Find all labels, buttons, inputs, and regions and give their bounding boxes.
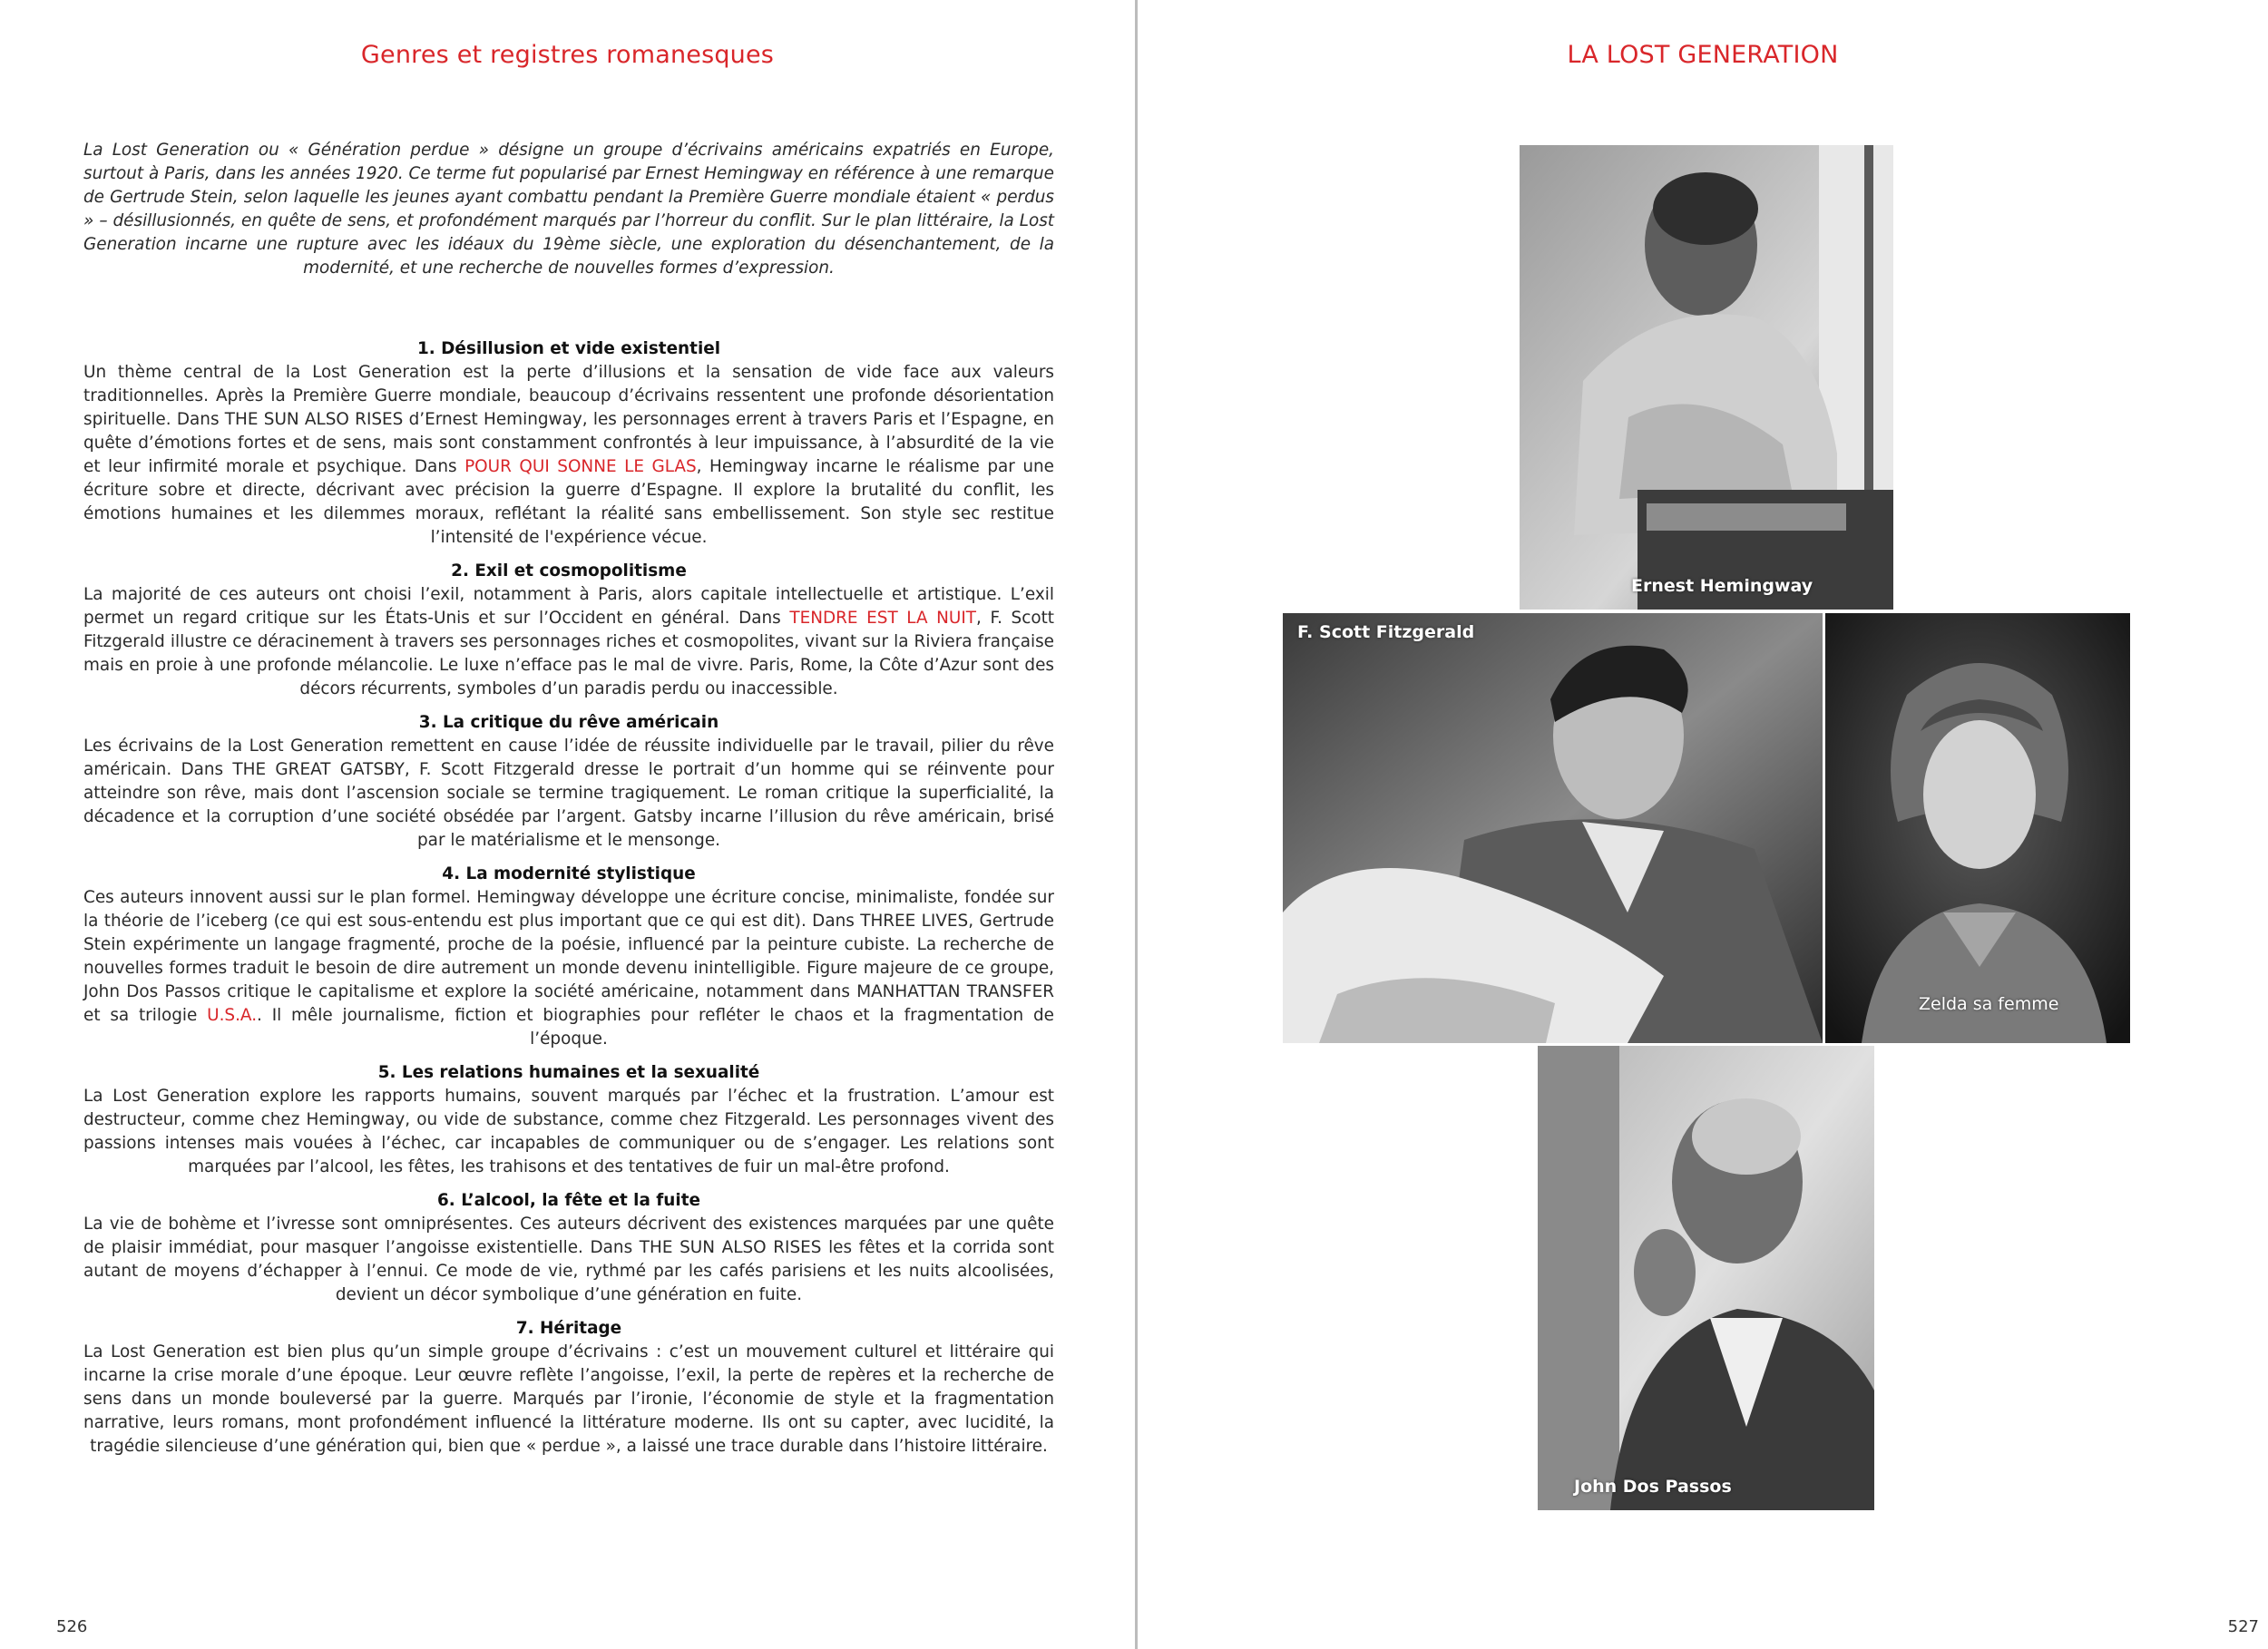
photo-zelda-fitzgerald — [1825, 613, 2130, 1043]
caption-dos-passos: John Dos Passos — [1574, 1477, 1732, 1497]
page-number-right: 527 — [2227, 1617, 2259, 1636]
section-4 — [83, 863, 1054, 1051]
book-title-highlight: U.S.A. — [207, 1006, 258, 1025]
running-head-left: Genres et registres romanesques — [360, 41, 775, 69]
intro-paragraph: La Lost Generation ou « Génération perdue » désigne un groupe d’écrivains américains expatriés en Europe, surtout à Paris, dans les années 1920. Ce terme fut popularisé par Ernest Hemingway en référence à une remarque de Gertrude Stein, selon laquelle les jeunes ayant combattu pendant la Première Guerre mondiale étaient « perdus » – désillusionnés, en quête de sens, et profondément marqués par l’horreur du conflit. Sur le plan littéraire, la Lost Generation incarne une rupture avec les idéaux du 19ème siècle, une exploration du désenchantement, de la modernité, et une recherche de nouvelles formes d’expression. — [83, 141, 1054, 278]
section-body: La Lost Generation est bien plus qu’un simple groupe d’écrivains : c’est un mouvement culturel et littéraire qui incarne la crise morale d’une époque. Leur œuvre reflète l’angoisse, l’exil, la perte de repères et la recherche de sens dans un monde bouleversé par la guerre. Marqués par l’ironie, l’économie de style et la fragmentation narrative, leurs romans, mont profondément influencé la littérature moderne. Ils ont su capter, avec lucidité, la tragédie silencieuse d’une génération qui, bien que « perdue », a laissé une trace durable dans l’histoire littéraire. — [83, 1342, 1054, 1456]
right-page — [1138, 0, 2268, 1649]
section-title: 1. Désillusion et vide existentiel — [416, 339, 721, 358]
photo-ernest-hemingway — [1520, 145, 1893, 610]
section-5 — [83, 1061, 1054, 1179]
section-body: Ces auteurs innovent aussi sur le plan formel. Hemingway développe une écriture concise, minimaliste, fondée sur la théorie de l’iceberg (ce qui est sous-entendu est plus important que ce qui est dit). Dans THREE LIVES, Gertrude Stein expérimente un langage fragmenté, proche de la poésie, influencé par la peinture cubiste. La recherche de nouvelles formes traduit le besoin de dire autrement un monde devenu inintelligible. Figure majeure de ce groupe, John Dos Passos critique le capitalisme et explore la société américaine, notamment dans MANHATTAN TRANSFER et sa trilogie U.S.A.. Il mêle journalisme, fiction et biographies pour refléter le chaos et la fragmentation de l’époque. — [83, 888, 1054, 1049]
section-7 — [83, 1317, 1054, 1459]
running-head-right: LA LOST GENERATION — [1567, 41, 1839, 69]
caption-zelda: Zelda sa femme — [1919, 994, 2059, 1014]
section-title: 5. Les relations humaines et la sexualité — [377, 1063, 760, 1082]
section-3 — [83, 711, 1054, 853]
book-title-highlight: TENDRE EST LA NUIT — [789, 609, 977, 628]
book-title-highlight: POUR QUI SONNE LE GLAS — [464, 457, 697, 476]
section-body: Les écrivains de la Lost Generation remettent en cause l’idée de réussite individuelle par le travail, pilier du rêve américain. Dans THE GREAT GATSBY, F. Scott Fitzgerald dresse le portrait d’un homme qui se réinvente pour atteindre son rêve, mais dont l’ascension sociale se termine tragiquement. Le roman critique la superficialité, la décadence et la corruption d’une société obsédée par l’argent. Gatsby incarne l’illusion du rêve américain, brisé par le matérialisme et le mensonge. — [83, 737, 1054, 850]
page-number-left: 526 — [56, 1617, 88, 1636]
photo-f-scott-fitzgerald — [1283, 613, 1823, 1043]
section-title: 2. Exil et cosmopolitisme — [451, 561, 687, 581]
photo-john-dos-passos — [1538, 1046, 1874, 1510]
section-body: La majorité de ces auteurs ont choisi l’exil, notamment à Paris, alors capitale intellectuelle et artistique. L’exil permet un regard critique sur les États-Unis et sur l’Occident en général. Dans TENDRE EST LA NUIT, F. Scott Fitzgerald illustre ce déracinement à travers ses personnages riches et cosmopolites, vivant sur la Riviera française mais en proie à une profonde mélancolie. Le luxe n’efface pas le mal de vivre. Paris, Rome, la Côte d’Azur sont des décors récurrents, symboles d’un paradis perdu ou inaccessible. — [83, 585, 1054, 698]
section-2 — [83, 560, 1054, 701]
section-body: Un thème central de la Lost Generation est la perte d’illusions et la sensation de vide face aux valeurs traditionnelles. Après la Première Guerre mondiale, beaucoup d’écrivains ressentent une profonde désorientation spirituelle. Dans THE SUN ALSO RISES d’Ernest Hemingway, les personnages errent à travers Paris et l’Espagne, en quête d’émotions fortes et de sens, mais sont constamment confrontés à leur impuissance, à l’absurdité de la vie et leur infirmité morale et psychique. Dans POUR QUI SONNE LE GLAS, Hemingway incarne le réalisme par une écriture sobre et directe, décrivant avec précision la guerre d’Espagne. Il explore la brutalité du conflit, les émotions humaines et les dilemmes moraux, reflétant la réalité sans embellissement. Son style sec restitue l’intensité de l'expérience vécue. — [83, 363, 1055, 547]
section-1 — [83, 337, 1054, 550]
section-title: 6. L’alcool, la fête et la fuite — [437, 1191, 700, 1210]
section-title: 4. La modernité stylistique — [442, 864, 696, 883]
caption-fitzgerald: F. Scott Fitzgerald — [1297, 622, 1475, 642]
section-title: 3. La critique du rêve américain — [418, 713, 719, 732]
section-body: La vie de bohème et l’ivresse sont omniprésentes. Ces auteurs décrivent des existences marquées par une quête de plaisir immédiat, pour masquer l’angoisse existentielle. Dans THE SUN ALSO RISES les fêtes et la corrida sont autant de moyens d’échapper à l’ennui. Ce mode de vie, rythmé par les cafés parisiens et les nuits alcoolisées, devient un décor symbolique d’une génération en fuite. — [83, 1215, 1054, 1304]
section-6 — [83, 1189, 1054, 1307]
section-title: 7. Héritage — [515, 1319, 622, 1338]
caption-hemingway: Ernest Hemingway — [1631, 576, 1813, 596]
sections — [83, 337, 1054, 1468]
section-body: La Lost Generation explore les rapports humains, souvent marqués par l’échec et la frustration. L’amour est destructeur, comme chez Hemingway, ou vide de substance, comme chez Fitzgerald. Les personnages vivent des passions intenses mais vouées à l’échec, car incapables de communiquer ou de s’engager. Les relations sont marquées par l’alcool, les fêtes, les trahisons et des tentatives de fuir un mal-être profond. — [83, 1087, 1054, 1176]
